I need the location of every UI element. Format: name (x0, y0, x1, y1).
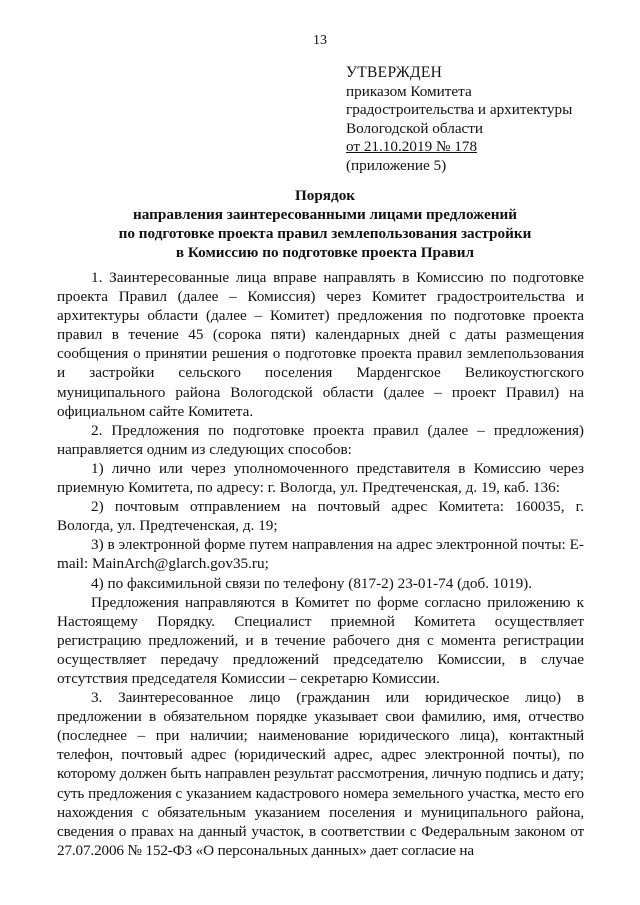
list-item-4: 4) по факсимильной связи по телефону (817-2) 23-01-74 (доб. 1019). (91, 574, 533, 592)
document-body (57, 268, 584, 860)
paragraph-3: 3. Заинтересованное лицо (гражданин или юридическое лицо) в предложении в обязательном порядке указывает свои фамилию, имя, отчество (последнее – при наличии; наименование юридического лица), контактный телефон, почтовый адрес (юридический адрес, адрес электронной почты), по которому должен быть направлен результат рассмотрения, личную подпись и дату; суть предложения с указанием кадастрового номера земельного участка, место его нахождения с обязательным указанием поселения и муниципального района, сведения о правах на данный участок, в соответствии с Федеральным законом от 27.07.2006 № 152-ФЗ «О персональных данных» дает согласие на (57, 689, 584, 859)
paragraph-2: 2. Предложения по подготовке проекта правил (далее – предложения) направляется одним из следующих способов: (57, 421, 584, 458)
approval-appendix: (приложение 5) (346, 156, 447, 174)
paragraph-procedure: Предложения направляются в Комитет по форме согласно приложению к Настоящему Порядку. Специалист приемной Комитета осуществляет регистрацию предложений, и в течение рабочего дня с момента регистрации осуществляет передачу предложений председателю Комиссии, в случае отсутствия председателя Комиссии – секретарю Комиссии. (57, 593, 584, 687)
paragraph-1: 1. Заинтересованные лица вправе направлять в Комиссию по подготовке проекта Правил (далее – Комиссия) через Комитет градостроительства и архитектуры области (далее – Комитет) предложения по подготовке проекта правил в течение 45 (сорока пяти) календарных дней с даты размещения сообщения о принятии решения о подготовке проекта правил землепользования и застройки сельского поселения Марденгское Великоустюгского муниципального района Вологодской области (далее – проект Правил) на официальном сайте Комитета. (57, 269, 584, 420)
page-number: 13 (313, 33, 327, 48)
title-line: Порядок (294, 187, 356, 204)
approval-block (346, 64, 616, 175)
approval-line: Вологодской области (346, 119, 484, 137)
title-line: в Комиссию по подготовке проекта Правил (175, 244, 475, 261)
approval-line: градостроительства и архитектуры (346, 101, 573, 118)
document-title (60, 186, 590, 262)
list-item-1: 1) лично или через уполномоченного представителя в Комиссию через приемную Комитета, по адресу: г. Вологда, ул. Предтеченская, д. 19, каб. 136: (57, 459, 584, 497)
title-line: направления заинтересованными лицами предложений (133, 206, 517, 223)
title-line: по подготовке проекта правил землепользования застройки (118, 225, 532, 242)
approval-line: приказом Комитета (346, 82, 472, 100)
list-item-3: 3) в электронной форме путем направления на адрес электронной почты: E-mail: MainArch@glarch.gov35.ru; (57, 536, 584, 573)
list-item-2: 2) почтовым отправлением на почтовый адрес Комитета: 160035, г. Вологда, ул. Предтеченская, д. 19; (57, 498, 584, 535)
approval-heading: УТВЕРЖДЕН (346, 64, 443, 81)
approval-date-number: от 21.10.2019 № 178 (346, 138, 478, 155)
